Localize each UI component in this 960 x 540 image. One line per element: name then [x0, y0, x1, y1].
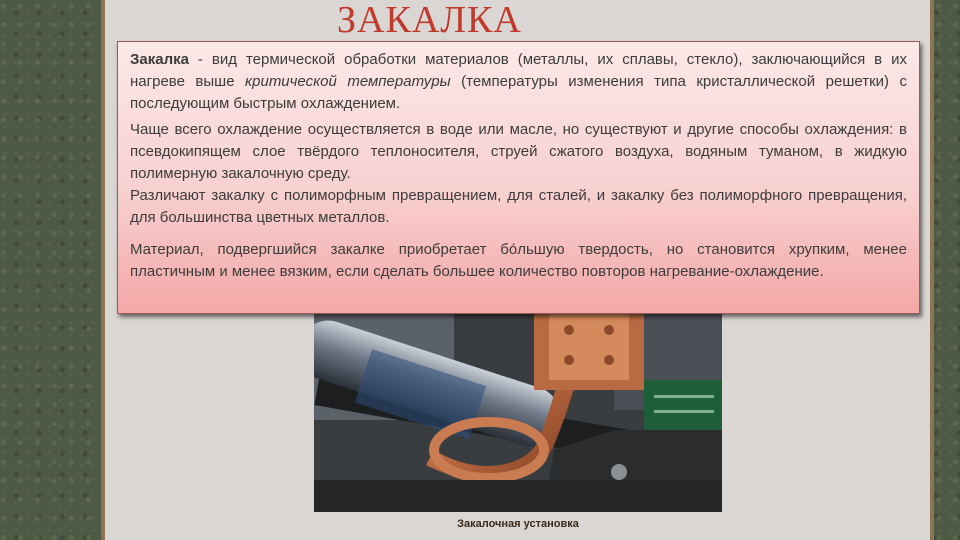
quenching-types-paragraph: Различают закалку с полиморфным превращением, для сталей, и закалку без полиморфного превращения, для большинства цветных металлов. [130, 187, 907, 226]
definition-text-a: - вид термической обработки материалов (металлы, их сплавы, стекло), заключающийся в их нагреве выше [130, 51, 907, 90]
content-textbox [117, 41, 920, 314]
slide-title: ЗАКАЛКА [337, 0, 522, 41]
definition-term: Закалка [130, 51, 189, 68]
quenching-machine-photo [314, 300, 722, 512]
definition-paragraph [130, 49, 907, 115]
material-properties-paragraph: Материал, подвергшийся закалке приобретает бо́льшую твердость, но становится хрупким, менее пластичным и менее вязким, если сделать большее количество повторов нагревание-охлаждение. [130, 241, 907, 280]
cooling-methods-paragraph: Чаще всего охлаждение осуществляется в воде или масле, но существуют и другие способы охлаждения: в псевдокипящем слое твёрдого теплоносителя, струей сжатого воздуха, водяным туманом, в жидкую полимерную закалочную среду. [130, 121, 907, 182]
definition-italic: критической температуры [245, 73, 451, 90]
definition-text-b: (температуры изменения типа кристаллической решетки) с последующим быстрым охлаждением. [130, 73, 907, 112]
photo-caption: Закалочная установка [457, 518, 579, 530]
